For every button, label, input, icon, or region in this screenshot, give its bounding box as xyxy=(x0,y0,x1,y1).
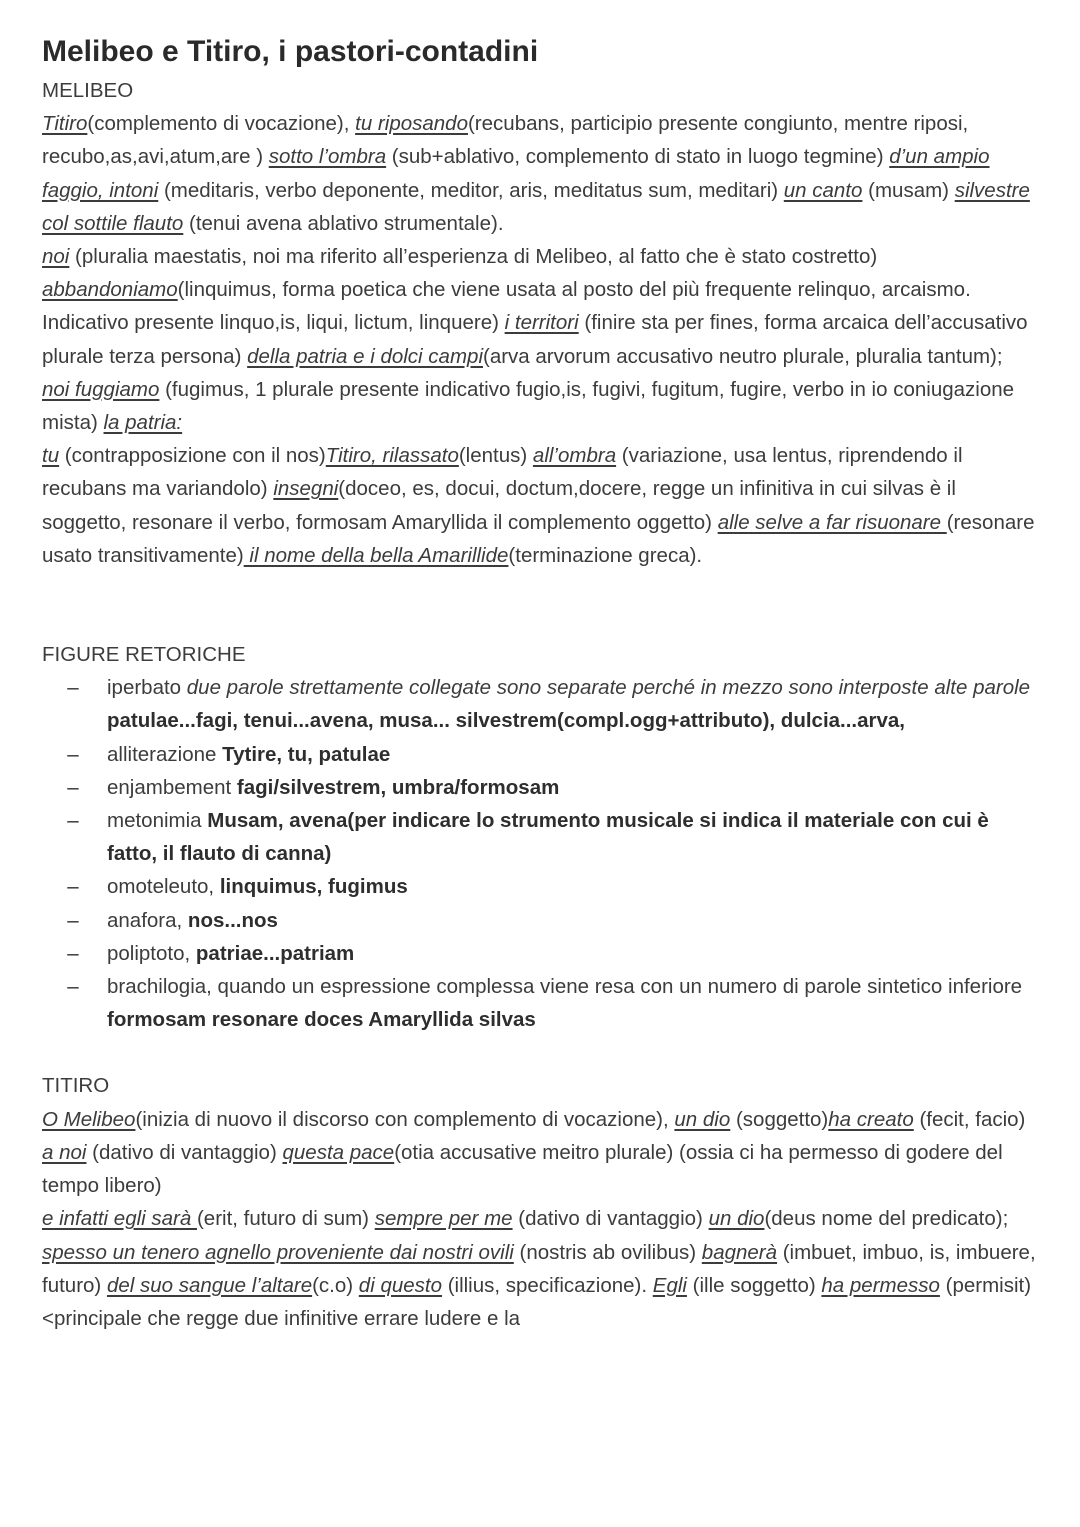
figure-name: iperbato xyxy=(107,676,187,700)
note-text: (musam) xyxy=(862,178,955,202)
note-text: (arva arvorum accusativo neutro plurale, pluralia tantum); xyxy=(483,344,1003,368)
melibeo-paragraph-2 xyxy=(42,240,1040,373)
underlined-text: sempre per me xyxy=(374,1207,513,1231)
section-label-figure-retoriche: FIGURE RETORICHE xyxy=(42,643,246,667)
note-text: (variazione, usa lentus, riprendendo il recubans ma variandolo) xyxy=(42,444,963,501)
note-text: (inizia di nuovo il discorso con complemento di vocazione), xyxy=(135,1107,675,1131)
underlined-text: insegni xyxy=(273,477,339,501)
note-text: (ille soggetto) xyxy=(686,1273,822,1297)
dash-bullet-icon: – xyxy=(67,775,79,799)
note-text: (lentus) xyxy=(458,444,533,468)
note-text: (dativo di vantaggio) xyxy=(512,1207,709,1231)
dash-bullet-icon: – xyxy=(67,742,79,766)
list-item xyxy=(67,671,1040,737)
underlined-text: silvestre col sottile flauto xyxy=(42,178,1030,235)
figure-example: Musam, avena(per indicare lo strumento musicale si indica il materiale con cui è fatto, il flauto di canna) xyxy=(107,809,989,866)
figure-example: formosam resonare doces Amaryllida silvas xyxy=(107,1008,536,1032)
figure-name: poliptoto, xyxy=(107,941,196,965)
note-text: (otia accusative meitro plurale) (ossia ci ha permesso di godere del tempo libero) xyxy=(42,1140,1003,1198)
titiro-paragraph-1 xyxy=(42,1103,1040,1203)
melibeo-paragraph-3 xyxy=(42,373,1040,439)
dash-bullet-icon: – xyxy=(67,676,79,700)
underlined-text: spesso un tenero agnello proveniente dai nostri ovili xyxy=(42,1240,514,1264)
note-text: (pluralia maestatis, noi ma riferito all’esperienza di Melibeo, al fatto che è stato costretto) xyxy=(69,245,878,269)
dash-bullet-icon: – xyxy=(67,875,79,899)
figure-name: metonimia xyxy=(107,809,208,833)
figure-name: anafora, xyxy=(107,908,188,932)
underlined-text: bagnerà xyxy=(701,1240,778,1264)
underlined-text: alle selve a far risuonare xyxy=(717,510,947,534)
note-text: (terminazione greca). xyxy=(508,543,703,567)
underlined-text: la patria: xyxy=(103,411,183,435)
list-item xyxy=(67,738,1040,771)
underlined-text: Titiro, rilassato xyxy=(325,444,459,468)
figure-name: alliterazione xyxy=(107,742,223,766)
figure-example: patulae...fagi, tenui...avena, musa... silvestrem(compl.ogg+attributo), dulcia...arva, xyxy=(107,709,905,733)
underlined-text: un canto xyxy=(783,178,863,202)
note-text: (illius, specificazione). xyxy=(442,1273,653,1297)
figure-name: brachilogia, quando un espressione complessa viene resa con un numero di parole sintetico inferiore xyxy=(107,975,1023,999)
note-text: (contrapposizione con il nos) xyxy=(59,444,326,468)
underlined-text: O Melibeo xyxy=(42,1107,136,1131)
figure-name: enjambement xyxy=(107,775,237,799)
spacer xyxy=(42,1036,1040,1069)
note-text: (tenui avena ablativo strumentale). xyxy=(183,211,504,235)
note-text: (complemento di vocazione), xyxy=(87,112,356,136)
list-item xyxy=(67,771,1040,804)
underlined-text: della patria e i dolci campi xyxy=(247,344,483,368)
note-text: (doceo, es, docui, doctum,docere, regge un infinitiva in cui silvas è il soggetto, resonare il verbo, formosam Amaryllida il complemento oggetto) xyxy=(42,477,956,534)
underlined-text: il nome della bella Amarillide xyxy=(243,543,509,567)
underlined-text: Titiro xyxy=(42,112,88,136)
note-text: (soggetto) xyxy=(730,1107,829,1131)
note-text: (erit, futuro di sum) xyxy=(196,1207,375,1231)
note-text: (fugimus, 1 plurale presente indicativo fugio,is, fugivi, fugitum, fugire, verbo in io coniugazione mista) xyxy=(42,377,1015,435)
note-text: (linquimus, forma poetica che viene usata al posto del più frequente relinquo, arcaismo. Indicativo presente linquo,is, liqui, lictum, linquere) xyxy=(42,278,971,335)
figure-example: linquimus, fugimus xyxy=(219,875,408,899)
note-text: (recubans, participio presente congiunto, mentre riposi, recubo,as,avi,atum,are ) xyxy=(42,112,969,169)
dash-bullet-icon: – xyxy=(67,809,79,833)
figure-example: Tytire, tu, patulae xyxy=(222,742,391,766)
note-text: (meditaris, verbo deponente, meditor, aris, meditatus sum, meditari) xyxy=(158,178,784,202)
underlined-text: noi fuggiamo xyxy=(42,377,160,401)
spacer xyxy=(42,572,1040,638)
figure-example: fagi/silvestrem, umbra/formosam xyxy=(236,775,560,799)
page-title: Melibeo e Titiro, i pastori-contadini xyxy=(42,35,539,68)
underlined-text: ha permesso xyxy=(821,1273,940,1297)
underlined-text: e infatti egli sarà xyxy=(42,1207,197,1231)
underlined-text: a noi xyxy=(42,1140,87,1164)
underlined-text: tu xyxy=(42,444,60,468)
dash-bullet-icon: – xyxy=(67,941,79,965)
underlined-text: tu riposando xyxy=(355,112,468,136)
figure-example: patriae...patriam xyxy=(195,941,355,965)
figure-list xyxy=(42,671,1040,1036)
melibeo-paragraph-1 xyxy=(42,107,1040,240)
underlined-text: d’un ampio faggio, intoni xyxy=(42,145,990,202)
underlined-text: un dio xyxy=(708,1207,765,1231)
note-text: (c.o) xyxy=(312,1273,359,1297)
note-text: (imbuet, imbuo, is, imbuere, futuro) xyxy=(42,1240,1036,1297)
dash-bullet-icon: – xyxy=(67,908,79,932)
note-text: (deus nome del predicato); xyxy=(764,1207,1009,1231)
list-item xyxy=(67,804,1040,870)
note-text: (resonare usato transitivamente) xyxy=(42,510,1035,567)
underlined-text: ha creato xyxy=(828,1107,914,1131)
note-text: (fecit, facio) xyxy=(913,1107,1026,1131)
list-item xyxy=(67,937,1040,970)
list-item xyxy=(67,904,1040,937)
underlined-text: del suo sangue l’altare xyxy=(106,1273,313,1297)
note-text: (nostris ab ovilibus) xyxy=(513,1240,702,1264)
melibeo-paragraph-4 xyxy=(42,439,1040,572)
note-text: (finire sta per fines, forma arcaica dell’accusativo plurale terza persona) xyxy=(42,311,1028,368)
figure-name: omoteleuto, xyxy=(107,875,220,899)
note-text: (sub+ablativo, complemento di stato in luogo tegmine) xyxy=(386,145,890,169)
section-label-titiro: TITIRO xyxy=(42,1074,110,1098)
note-text: (permisit)<principale che regge due infinitive errare ludere e la xyxy=(42,1273,1032,1330)
note-text: (dativo di vantaggio) xyxy=(86,1140,283,1164)
underlined-text: un dio xyxy=(674,1107,731,1131)
list-item xyxy=(67,970,1040,1036)
figure-example: nos...nos xyxy=(187,908,278,932)
figure-definition: due parole strettamente collegate sono separate perché in mezzo sono interposte alte parole xyxy=(186,676,1031,700)
section-label-melibeo: MELIBEO xyxy=(42,79,134,102)
underlined-text: questa pace xyxy=(282,1140,395,1164)
underlined-text: abbandoniamo xyxy=(42,278,178,302)
titiro-paragraph-2 xyxy=(42,1202,1040,1335)
underlined-text: Egli xyxy=(652,1273,687,1297)
underlined-text: sotto l’ombra xyxy=(268,145,387,169)
list-item xyxy=(67,870,1040,903)
underlined-text: all’ombra xyxy=(532,444,617,468)
underlined-text: di questo xyxy=(358,1273,442,1297)
dash-bullet-icon: – xyxy=(67,975,79,999)
underlined-text: i territori xyxy=(504,311,579,335)
underlined-text: noi xyxy=(42,245,70,269)
